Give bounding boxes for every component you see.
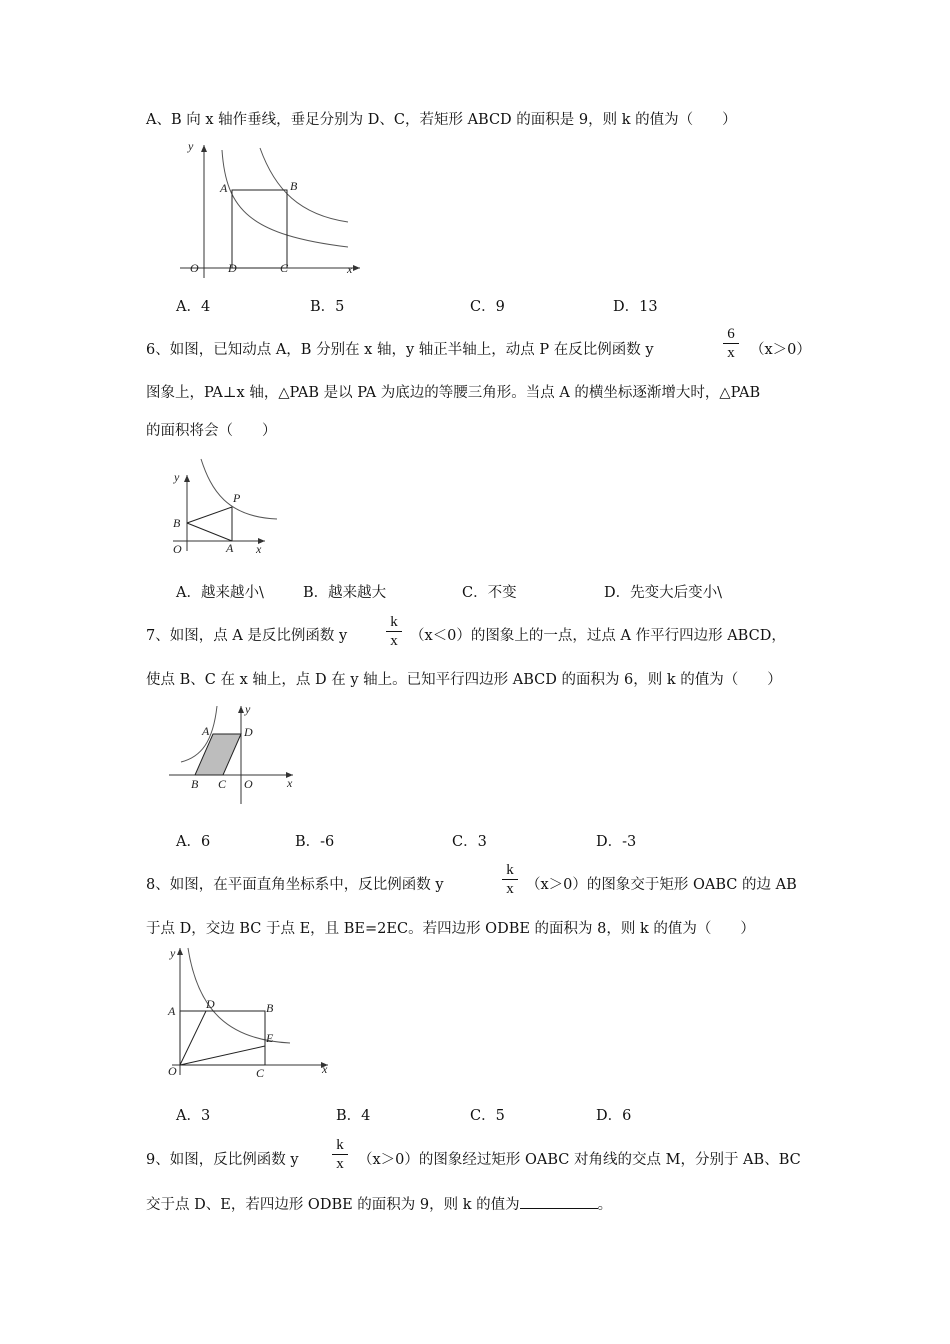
q6-label-B: B (173, 516, 181, 530)
q8-label-D: D (206, 997, 215, 1011)
q7-label-B: B (191, 777, 199, 791)
q9-frac-num: k (336, 1137, 344, 1153)
q8-stem-a: 8、如图，在平面直角坐标系中，反比例函数 y (146, 877, 444, 893)
q9-stem-line2-text: 交于点 D、E，若四边形 ODBE 的面积为 9，则 k 的值为 (146, 1197, 520, 1213)
q8-option-d: D．6 (596, 1108, 632, 1124)
q9-stem-b: （x＞0）的图象经过矩形 OABC 对角线的交点 M，分别于 AB、BC (358, 1152, 801, 1168)
q8-label-A: A (168, 1004, 176, 1018)
q9-stem-line2 (146, 1194, 612, 1215)
q7-label-A: A (202, 724, 210, 738)
q6-stem-b: （x＞0） (750, 342, 811, 358)
q8-frac-num: k (506, 862, 514, 878)
q7-label-O: O (244, 777, 253, 791)
q6-option-a: A．越来越小\ (176, 585, 264, 601)
q5-label-y: y (188, 139, 194, 153)
q7-stem-a: 7、如图，点 A 是反比例函数 y (146, 628, 348, 644)
q5-stem: A、B 向 x 轴作垂线，垂足分别为 D、C，若矩形 ABCD 的面积是 9，则 k 的值为（ ） (146, 112, 737, 128)
q9-frac-den: x (336, 1156, 344, 1172)
q5-label-O: O (190, 261, 199, 275)
q8-label-C: C (256, 1066, 265, 1080)
q5-option-c: C．9 (470, 299, 505, 315)
q8-label-O: O (168, 1064, 177, 1078)
q7-label-C: C (218, 777, 227, 791)
q8-fraction (500, 861, 520, 898)
q7-fraction (384, 613, 404, 650)
q7-label-x: x (287, 776, 293, 790)
q6-label-P: P (233, 491, 241, 505)
q6-option-d: D．先变大后变小\ (604, 585, 723, 601)
q6-frac-num: 6 (727, 326, 735, 342)
q5-label-D: D (228, 261, 237, 275)
q6-option-c: C．不变 (462, 585, 517, 601)
q7-option-c: C．3 (452, 834, 487, 850)
q8-label-x: x (322, 1062, 328, 1076)
q5-figure (170, 140, 370, 280)
q7-stem-b: （x＜0）的图象上的一点，过点 A 作平行四边形 ABCD， (410, 628, 786, 644)
q7-stem-line2: 使点 B、C 在 x 轴上，点 D 在 y 轴上。已知平行四边形 ABCD 的面积为 6，则 k 的值为（ ） (146, 672, 782, 688)
q6-stem-a: 6、如图，已知动点 A，B 分别在 x 轴，y 轴正半轴上，动点 P 在反比例函数 y (146, 342, 654, 358)
q8-figure (160, 942, 340, 1082)
q9-answer-blank[interactable] (520, 1194, 598, 1209)
q5-option-d: D．13 (613, 299, 658, 315)
q7-figure (165, 702, 305, 807)
q8-frac-den: x (506, 881, 514, 897)
q6-stem-line3: 的面积将会（ ） (146, 423, 277, 439)
q6-label-y: y (174, 470, 180, 484)
q8-label-E: E (266, 1031, 274, 1045)
q7-label-y: y (245, 702, 251, 716)
q7-frac-den: x (390, 633, 398, 649)
q7-option-a: A．6 (176, 834, 211, 850)
q7-option-b: B．-6 (295, 834, 335, 850)
q6-label-O: O (173, 542, 182, 556)
q6-fraction (721, 325, 741, 362)
q6-frac-den: x (727, 345, 735, 361)
q8-option-b: B．4 (336, 1108, 371, 1124)
q8-stem-b: （x＞0）的图象交于矩形 OABC 的边 AB (526, 877, 797, 893)
q6-stem-line2: 图象上，PA⊥x 轴，△PAB 是以 PA 为底边的等腰三角形。当点 A 的横坐标逐渐增大时，△PAB (146, 385, 761, 401)
q8-option-a: A．3 (176, 1108, 211, 1124)
q5-label-x: x (347, 262, 353, 276)
q6-option-b: B．越来越大 (303, 585, 387, 601)
q7-option-d: D．-3 (596, 834, 637, 850)
q9-stem-line2-end: 。 (597, 1197, 613, 1213)
q5-option-a: A．4 (176, 299, 211, 315)
q5-label-A: A (220, 181, 228, 195)
q5-label-B: B (290, 179, 298, 193)
q7-frac-num: k (390, 614, 398, 630)
q5-option-b: B．5 (310, 299, 345, 315)
q9-stem-a: 9、如图，反比例函数 y (146, 1152, 299, 1168)
q6-label-x: x (256, 542, 262, 556)
q8-label-y: y (170, 946, 176, 960)
q7-label-D: D (244, 725, 253, 739)
q8-label-B: B (266, 1001, 274, 1015)
q6-figure (165, 455, 285, 560)
q9-fraction (330, 1136, 350, 1173)
q6-label-A: A (226, 541, 234, 555)
q5-label-C: C (280, 261, 289, 275)
q8-option-c: C．5 (470, 1108, 505, 1124)
q8-stem-line2: 于点 D，交边 BC 于点 E，且 BE=2EC。若四边形 ODBE 的面积为 8，则 k 的值为（ ） (146, 921, 755, 937)
